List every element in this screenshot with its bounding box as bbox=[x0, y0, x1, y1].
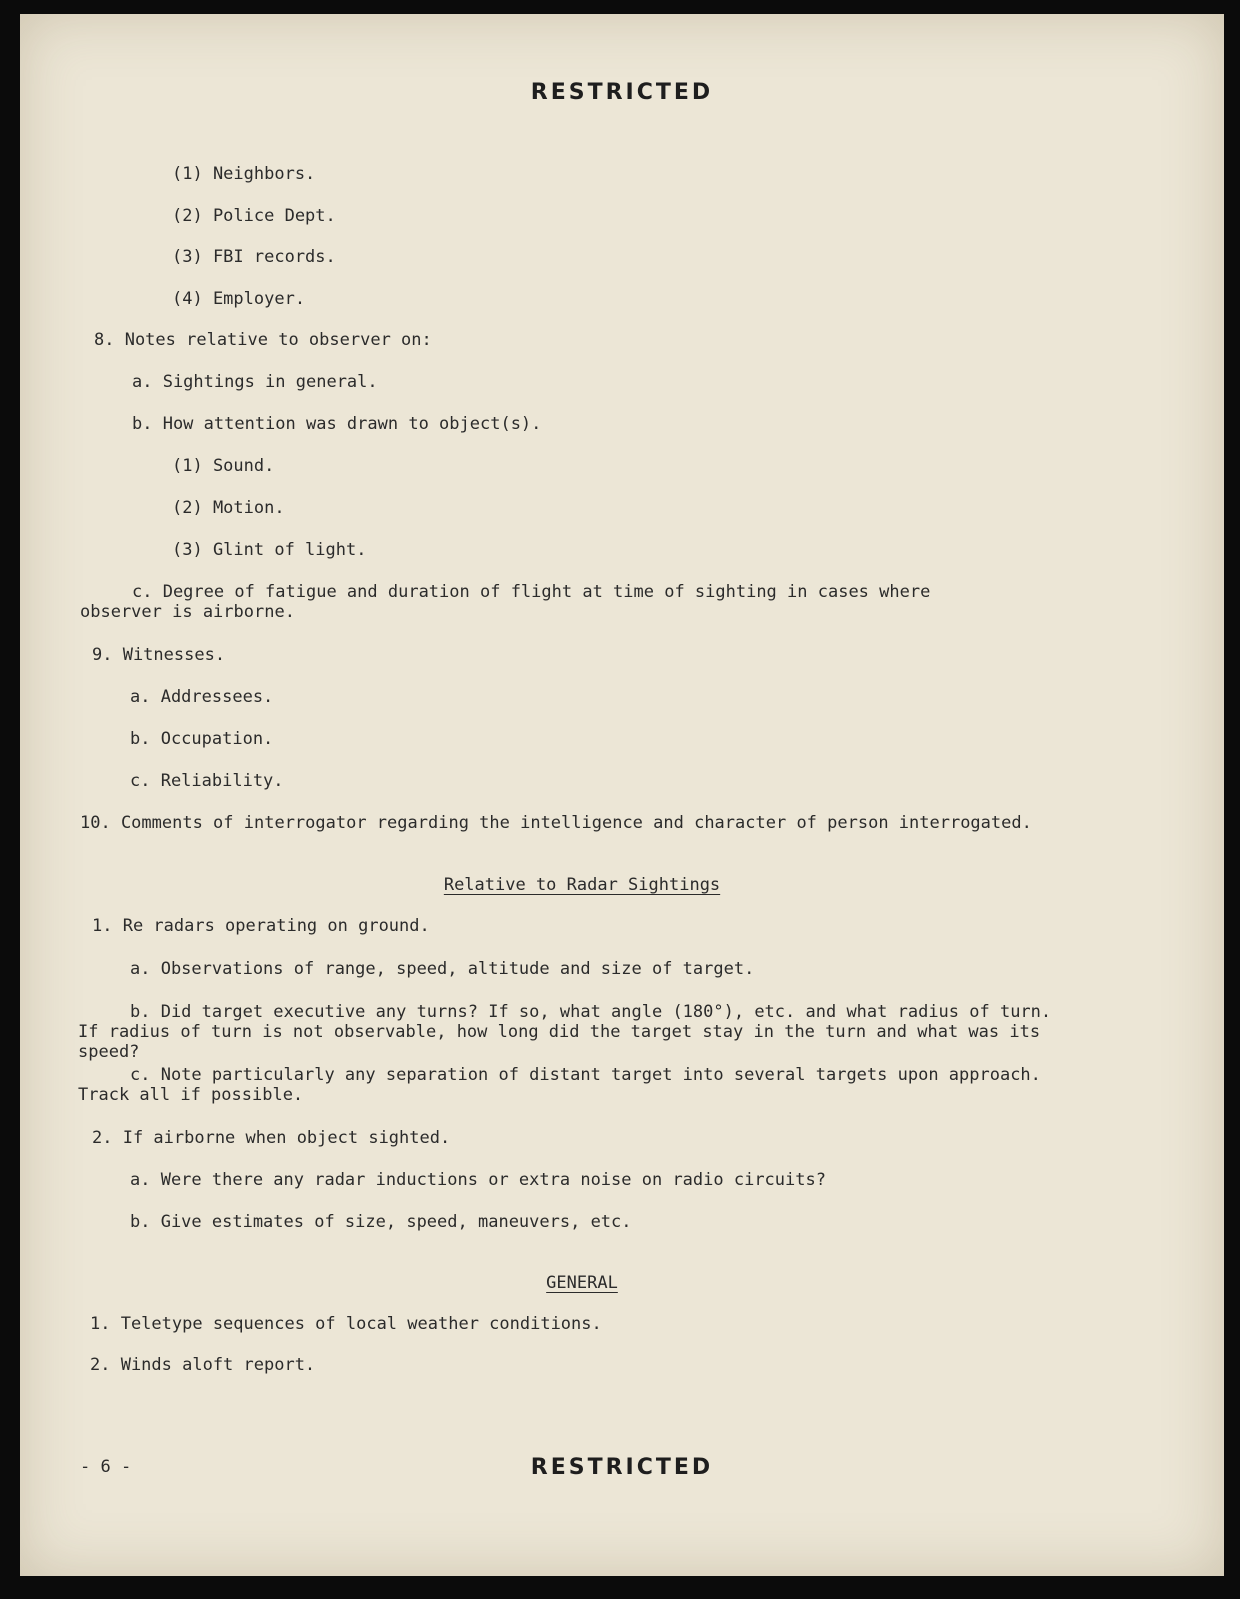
list-item: a. Sightings in general. bbox=[132, 372, 378, 392]
classification-footer: RESTRICTED bbox=[530, 1455, 714, 1480]
list-item: a. Addressees. bbox=[130, 687, 274, 707]
list-item: b. Occupation. bbox=[130, 729, 274, 749]
list-item: (1) Neighbors. bbox=[172, 164, 316, 184]
section-heading-radar-text: Relative to Radar Sightings bbox=[443, 875, 721, 895]
classification-header: RESTRICTED bbox=[530, 80, 714, 105]
section-item: 1. Re radars operating on ground. bbox=[92, 916, 430, 936]
list-item: (2) Police Dept. bbox=[172, 206, 336, 226]
section-heading-general-text: GENERAL bbox=[546, 1273, 618, 1293]
list-item: (3) FBI records. bbox=[172, 247, 336, 267]
section-heading-general bbox=[20, 1273, 1144, 1293]
list-item: (2) Motion. bbox=[172, 498, 285, 518]
list-item: b. How attention was drawn to object(s). bbox=[132, 414, 542, 434]
section-item: 8. Notes relative to observer on: bbox=[94, 330, 432, 350]
list-item: (1) Sound. bbox=[172, 456, 275, 476]
list-item: a. Were there any radar inductions or extra noise on radio circuits? bbox=[130, 1170, 826, 1190]
document-page bbox=[20, 14, 1224, 1576]
section-item: 9. Witnesses. bbox=[92, 645, 226, 665]
list-item: b. Give estimates of size, speed, maneuvers, etc. bbox=[130, 1212, 632, 1232]
paragraph: c. Degree of fatigue and duration of flight at time of sighting in cases where observer is airborne. bbox=[80, 582, 931, 622]
list-item: (3) Glint of light. bbox=[172, 540, 367, 560]
list-item: c. Reliability. bbox=[130, 771, 284, 791]
page-number: - 6 - bbox=[80, 1457, 132, 1477]
section-item: 1. Teletype sequences of local weather conditions. bbox=[90, 1314, 602, 1334]
section-heading-radar bbox=[20, 875, 1144, 895]
section-item: 2. Winds aloft report. bbox=[90, 1355, 316, 1375]
section-item: 10. Comments of interrogator regarding the intelligence and character of person interrogated. bbox=[80, 813, 1032, 833]
section-item: 2. If airborne when object sighted. bbox=[92, 1128, 451, 1148]
paragraph: b. Did target executive any turns? If so, what angle (180°), etc. and what radius of turn. If radius of turn is not observable, how long did the target stay in the turn and what was its speed? bbox=[78, 1002, 1052, 1062]
list-item: a. Observations of range, speed, altitude and size of target. bbox=[130, 959, 755, 979]
paragraph: c. Note particularly any separation of distant target into several targets upon approach. Track all if possible. bbox=[78, 1065, 1041, 1105]
list-item: (4) Employer. bbox=[172, 289, 306, 309]
